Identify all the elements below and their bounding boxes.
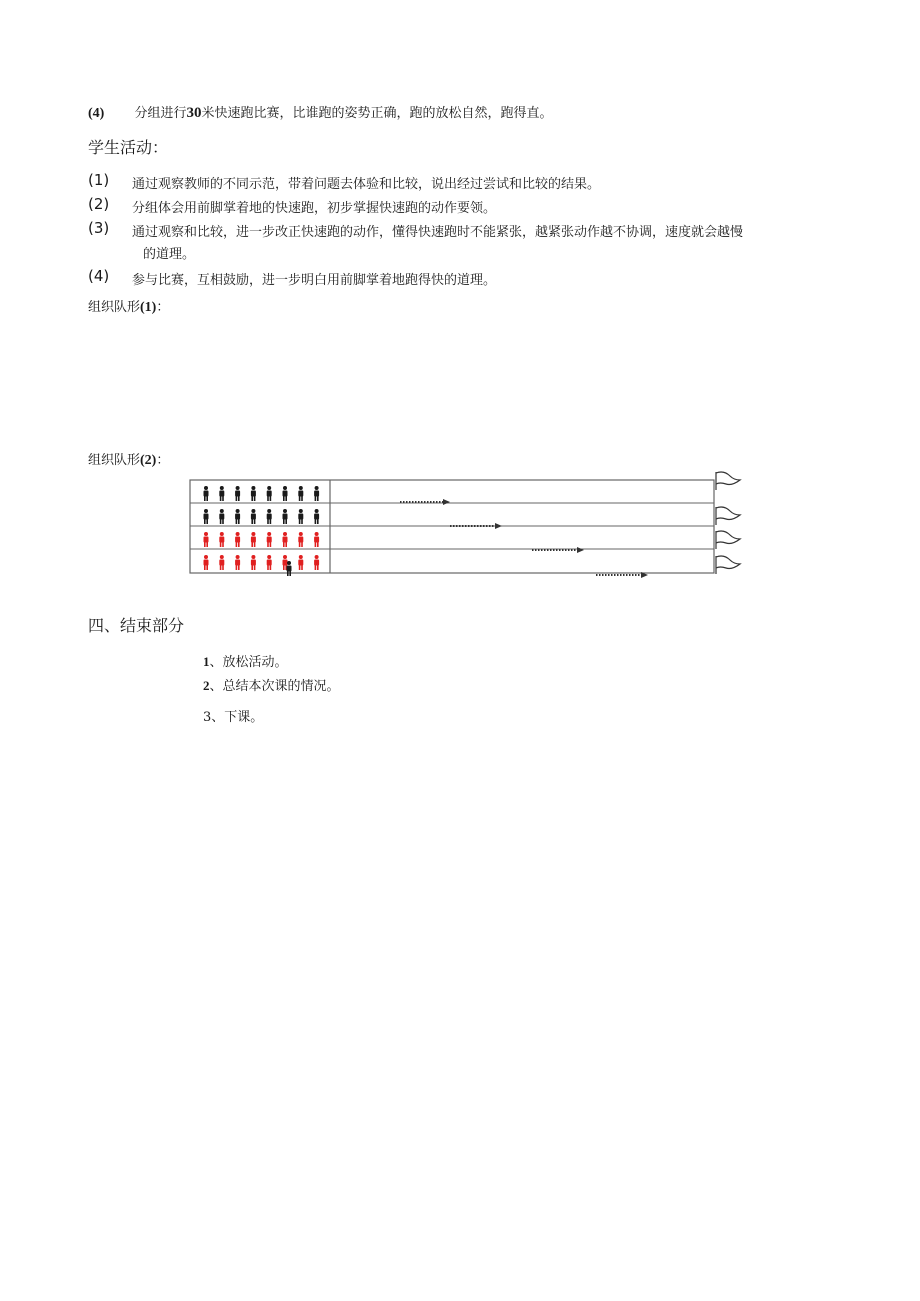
student-figure <box>283 509 288 524</box>
student-item-1-number: (1) <box>88 171 110 189</box>
run-arrow <box>532 547 584 553</box>
section-4-item-2-text: 、总结本次课的情况。 <box>209 679 340 694</box>
formation-1-text: 组织队形 <box>88 300 141 315</box>
top-item-4-number: (4) <box>88 106 105 121</box>
student-figure <box>267 532 272 547</box>
top-item-4-text-a: 分组进行 <box>134 106 187 121</box>
student-item-2 <box>88 195 497 216</box>
student-figure <box>267 509 272 524</box>
section-4-item-1-number: 1 <box>203 654 210 669</box>
formation-2-number: (2) <box>140 453 157 468</box>
section-4-item-3 <box>203 706 263 725</box>
student-figure <box>204 486 209 501</box>
student-figure <box>314 486 319 501</box>
run-arrows <box>400 499 648 578</box>
formation-1-number: (1) <box>140 300 157 315</box>
teacher-figure <box>287 561 292 576</box>
student-figure <box>204 509 209 524</box>
student-figure <box>235 532 240 547</box>
section-4-heading: 四、结束部分 <box>88 616 185 635</box>
section-4-item-1 <box>203 651 288 670</box>
student-figure <box>251 486 256 501</box>
student-figure <box>219 486 224 501</box>
student-figure <box>251 509 256 524</box>
student-figure <box>298 555 303 570</box>
student-figure <box>314 555 319 570</box>
student-figure <box>298 532 303 547</box>
students-group <box>204 486 320 576</box>
student-item-4-number: (4) <box>88 267 110 285</box>
top-item-4-text-bold: 30 <box>186 105 202 121</box>
student-item-2-text: 分组体会用前脚掌着地的快速跑，初步掌握快速跑的动作要领。 <box>132 201 497 216</box>
run-arrow <box>400 499 450 505</box>
formation-diagram <box>188 470 748 582</box>
top-item-4 <box>88 102 553 122</box>
student-figure <box>219 555 224 570</box>
student-item-3-cont: 的道理。 <box>143 247 196 262</box>
section-4-item-2 <box>203 675 340 694</box>
student-item-4 <box>88 267 497 288</box>
student-figure <box>251 555 256 570</box>
formation-2-colon: ： <box>156 453 170 468</box>
student-item-3-number: (3) <box>88 219 110 237</box>
student-item-3 <box>88 219 744 240</box>
section-4-item-2-number: 2 <box>203 678 210 693</box>
flag-icon <box>716 531 740 549</box>
student-figure <box>298 486 303 501</box>
student-item-4-text: 参与比赛，互相鼓励，进一步明白用前脚掌着地跑得快的道理。 <box>132 273 497 288</box>
student-figure <box>235 509 240 524</box>
student-figure <box>283 532 288 547</box>
student-figure <box>204 555 209 570</box>
formation-2-label <box>88 449 169 469</box>
finish-flags <box>716 472 740 574</box>
student-figure <box>219 509 224 524</box>
formation-1-colon: ： <box>156 300 170 315</box>
student-figure <box>283 486 288 501</box>
student-item-3-text: 通过观察和比较，进一步改正快速跑的动作，懂得快速跑时不能紧张，越紧张动作越不协调，速度就会越慢 <box>132 225 744 240</box>
student-figure <box>314 509 319 524</box>
student-figure <box>251 532 256 547</box>
flag-icon <box>716 507 740 525</box>
student-figure <box>267 555 272 570</box>
section-4-item-3-number: 3 <box>203 710 212 725</box>
student-item-1 <box>88 171 601 192</box>
student-figure <box>267 486 272 501</box>
flag-icon <box>716 556 740 574</box>
student-figure <box>219 532 224 547</box>
section-4-item-1-text: 、放松活动。 <box>209 655 288 670</box>
student-figure <box>314 532 319 547</box>
student-item-1-text: 通过观察教师的不同示范，带着问题去体验和比较，说出经过尝试和比较的结果。 <box>132 177 601 192</box>
top-item-4-text-b: 米快速跑比赛，比谁跑的姿势正确，跑的放松自然，跑得直。 <box>201 106 553 121</box>
formation-1-label <box>88 296 169 316</box>
student-figure <box>235 486 240 501</box>
formation-2-text: 组织队形 <box>88 453 141 468</box>
section-4-item-3-text: 、下课。 <box>211 710 264 725</box>
student-figure <box>298 509 303 524</box>
student-figure <box>204 532 209 547</box>
student-activity-heading: 学生活动： <box>88 138 169 157</box>
flag-icon <box>716 472 740 490</box>
student-figure <box>235 555 240 570</box>
student-item-2-number: (2) <box>88 195 110 213</box>
